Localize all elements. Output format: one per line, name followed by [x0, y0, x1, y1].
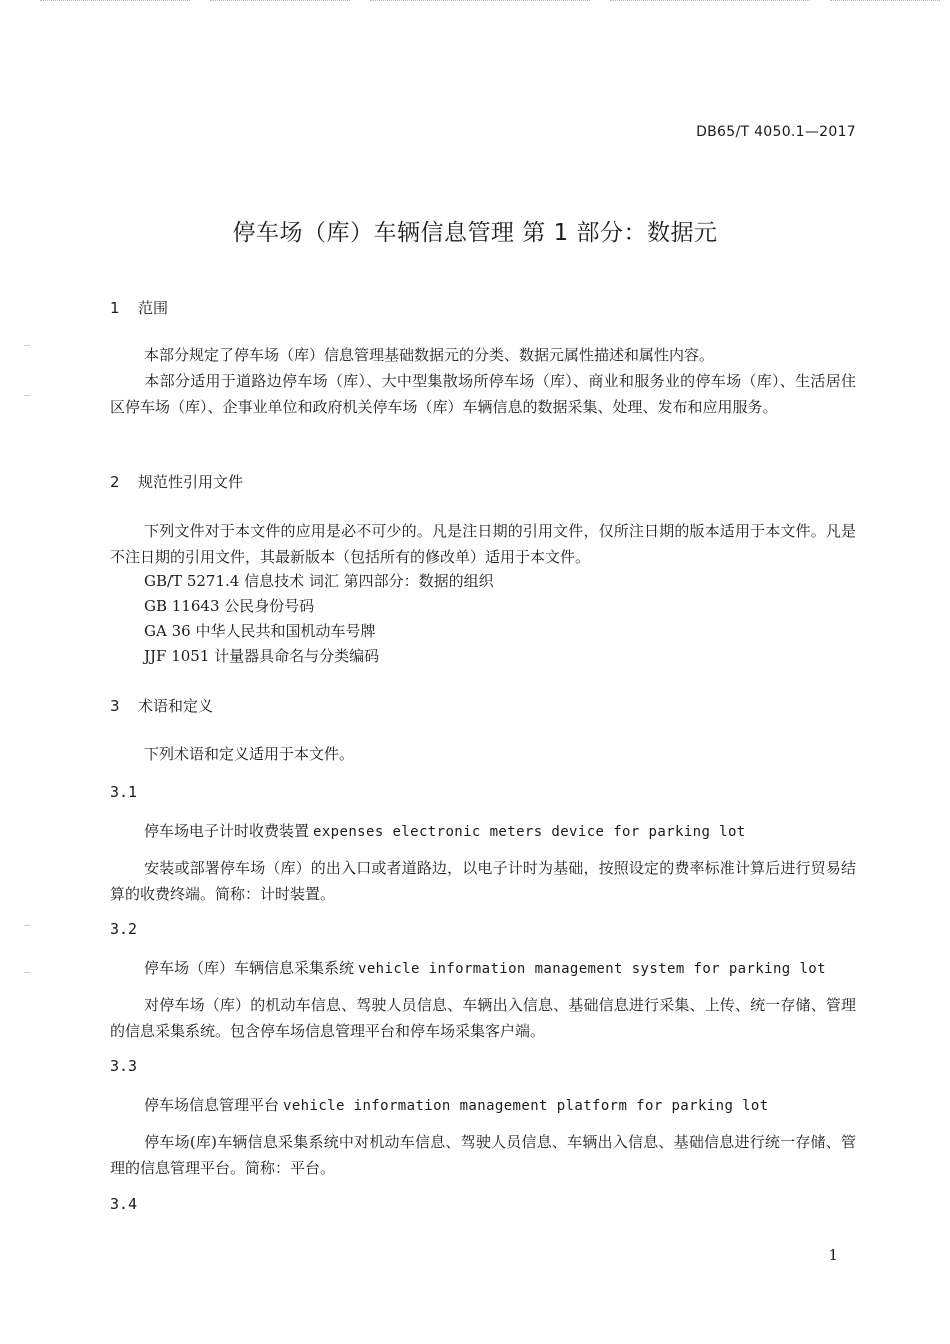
term-number: 3.1: [110, 783, 138, 801]
scope-paragraph-2: 本部分适用于道路边停车场（库）、大中型集散场所停车场（库）、商业和服务业的停车场（库）、生活居住区停车场（库）、企事业单位和政府机关停车场（库）车辆信息的数据采集、处理、发布和应用服务。: [110, 372, 856, 416]
section-title: 范围: [138, 299, 169, 317]
reference-item: GB/T 5271.4 信息技术 词汇 第四部分：数据的组织: [144, 572, 494, 590]
scope-paragraph-1: 本部分规定了停车场（库）信息管理基础数据元的分类、数据元属性描述和属性内容。: [144, 346, 715, 364]
margin-mark: [24, 925, 30, 926]
margin-mark: [24, 345, 30, 346]
term-name-en: expenses electronic meters device for parking lot: [313, 824, 746, 840]
term-name-en: vehicle information management system for parking lot: [358, 961, 826, 977]
section-title: 规范性引用文件: [138, 473, 244, 491]
section-title: 术语和定义: [138, 697, 214, 715]
term-name-en: vehicle information management platform for parking lot: [283, 1098, 769, 1114]
term-name-zh: 停车场（库）车辆信息采集系统: [144, 959, 355, 977]
margin-mark: [24, 972, 30, 973]
term-name: [144, 820, 746, 841]
section-heading-scope: [110, 297, 168, 318]
terms-intro-paragraph: 下列术语和定义适用于本文件。: [144, 745, 355, 763]
page-number: 1: [828, 1246, 838, 1264]
section-number: 1: [110, 299, 120, 317]
scan-edge-marks: [0, 0, 950, 8]
term-name-zh: 停车场电子计时收费装置: [144, 822, 310, 840]
section-number: 3: [110, 697, 120, 715]
term-name: [144, 1094, 769, 1115]
term-number: 3.4: [110, 1195, 138, 1213]
margin-mark: [24, 395, 30, 396]
reference-item: JJF 1051 计量器具命名与分类编码: [144, 647, 380, 665]
reference-item: GB 11643 公民身份号码: [144, 597, 315, 615]
term-number: 3.2: [110, 920, 138, 938]
term-definition: 安装或部署停车场（库）的出入口或者道路边，以电子计时为基础，按照设定的费率标准计算后进行贸易结算的收费终端。简称：计时装置。: [110, 859, 856, 903]
document-title: 停车场（库）车辆信息管理 第 1 部分：数据元: [232, 220, 718, 246]
references-intro-paragraph: 下列文件对于本文件的应用是必不可少的。凡是注日期的引用文件，仅所注日期的版本适用于本文件。凡是不注日期的引用文件，其最新版本（包括所有的修改单）适用于本文件。: [110, 522, 856, 566]
term-definition: 停车场(库)车辆信息采集系统中对机动车信息、驾驶人员信息、车辆出入信息、基础信息进行统一存储、管理的信息管理平台。简称：平台。: [110, 1133, 856, 1177]
term-number: 3.3: [110, 1057, 138, 1075]
document-code: DB65/T 4050.1—2017: [696, 124, 856, 140]
section-number: 2: [110, 473, 120, 491]
section-heading-normative-references: [110, 471, 243, 492]
section-heading-terms: [110, 695, 213, 716]
term-name: [144, 957, 826, 978]
term-definition: 对停车场（库）的机动车信息、驾驶人员信息、车辆出入信息、基础信息进行采集、上传、统一存储、管理的信息采集系统。包含停车场信息管理平台和停车场采集客户端。: [110, 996, 856, 1040]
reference-item: GA 36 中华人民共和国机动车号牌: [144, 622, 376, 640]
term-name-zh: 停车场信息管理平台: [144, 1096, 280, 1114]
